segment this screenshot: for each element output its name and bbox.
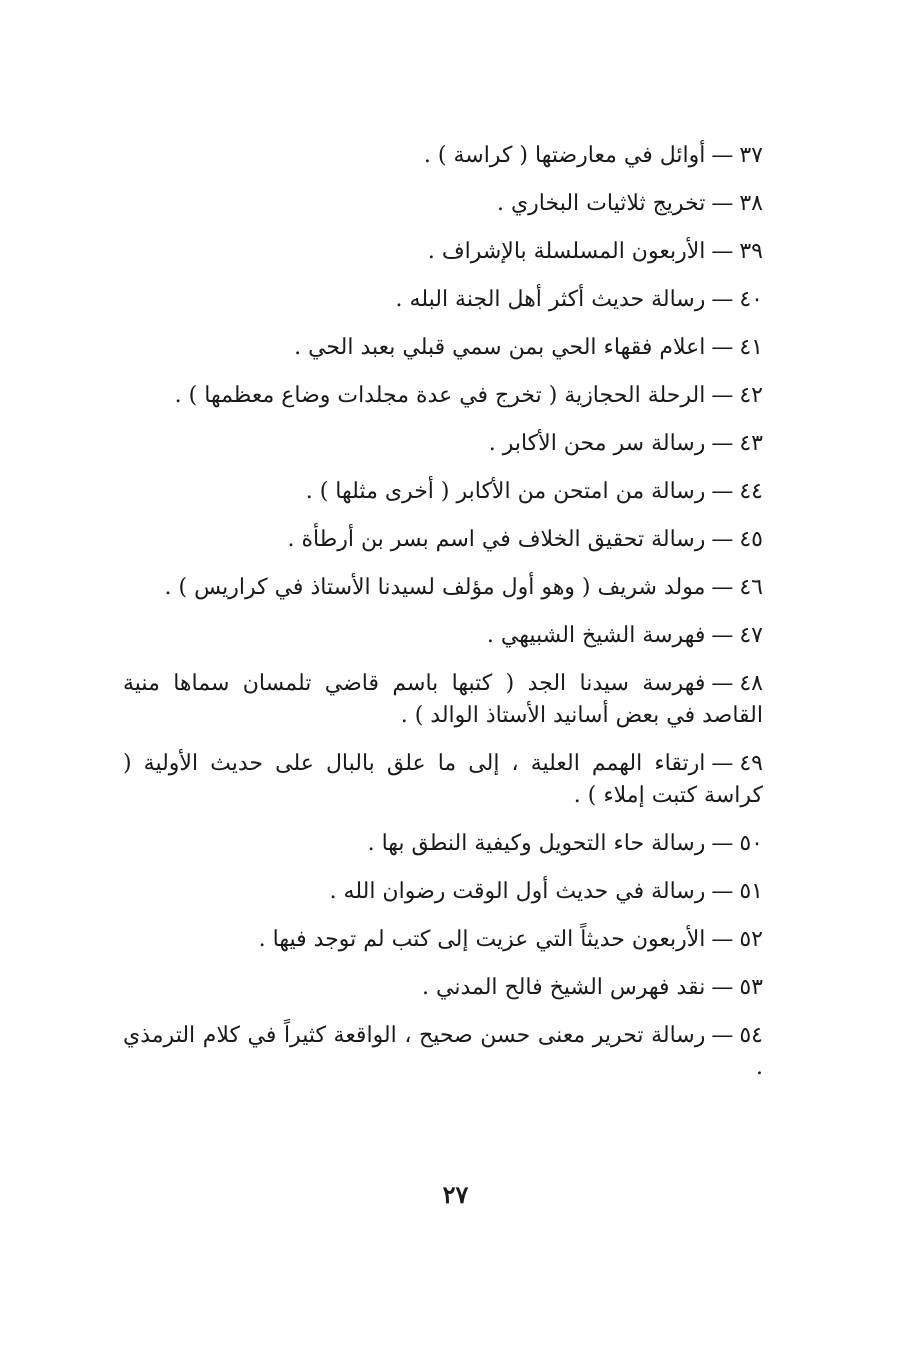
entry-dash: — [711,191,734,216]
entry-text: اعلام فقهاء الحي بمن سمي قبلي بعبد الحي . [294,335,706,360]
list-item [123,1020,763,1084]
entry-dash: — [711,383,734,408]
list-item [128,236,763,268]
entry-dash: — [711,831,734,856]
list-item [128,572,763,604]
entry-text: نقد فهرس الشيخ فالح المدني . [422,975,706,1000]
entry-number: ٣٩ [739,239,763,264]
entry-list [123,140,763,1100]
entry-number: ٤٣ [739,431,763,456]
entry-text: رسالة تحرير معنى حسن صحيح ، الواقعة كثيراً في كلام الترمذي . [123,1023,763,1080]
list-item [128,876,763,908]
entry-number: ٤٦ [739,575,763,600]
entry-text: الرحلة الحجازية ( تخرج في عدة مجلدات وضاع معظمها ) . [174,383,706,408]
entry-dash: — [711,671,734,696]
list-item [128,924,763,956]
list-item [128,476,763,508]
entry-dash: — [711,527,734,552]
entry-number: ٤٤ [739,479,763,504]
entry-dash: — [711,479,734,504]
entry-dash: — [711,975,734,1000]
entry-dash: — [711,143,734,168]
entry-dash: — [711,927,734,952]
entry-dash: — [711,239,734,264]
entry-number: ٤٧ [739,623,763,648]
list-item [128,620,763,652]
entry-text: الأربعون حديثاً التي عزيت إلى كتب لم توجد فيها . [258,927,706,952]
list-item [128,284,763,316]
entry-number: ٤٥ [739,527,763,552]
list-item [128,428,763,460]
entry-text: رسالة في حديث أول الوقت رضوان الله . [329,879,706,904]
entry-text: رسالة تحقيق الخلاف في اسم بسر بن أرطأة . [287,527,706,552]
entry-number: ٥١ [739,879,763,904]
entry-text: مولد شريف ( وهو أول مؤلف لسيدنا الأستاذ في كراريس ) . [164,575,706,600]
entry-text: رسالة حاء التحويل وكيفية النطق بها . [367,831,706,856]
list-item [128,828,763,860]
entry-dash: — [711,287,734,312]
list-item [128,140,763,172]
list-item [128,332,763,364]
entry-number: ٣٨ [739,191,763,216]
entry-dash: — [711,575,734,600]
entry-text: رسالة سر محن الأكابر . [488,431,706,456]
entry-text: ارتقاء الهمم العلية ، إلى ما علق بالبال على حديث الأولية ( كراسة كتبت إملاء ) . [123,751,763,808]
entry-number: ٥٤ [739,1023,763,1048]
entry-text: أوائل في معارضتها ( كراسة ) . [423,143,706,168]
entry-number: ٣٧ [739,143,763,168]
list-item [128,524,763,556]
entry-dash: — [711,623,734,648]
entry-number: ٤٠ [739,287,763,312]
page-number: ٢٧ [442,1180,469,1209]
entry-dash: — [711,431,734,456]
list-item [128,188,763,220]
entry-number: ٤٩ [739,751,763,776]
entry-number: ٥٣ [739,975,763,1000]
list-item [128,380,763,412]
list-item [123,748,763,812]
entry-number: ٤١ [739,335,763,360]
entry-dash: — [711,1023,734,1048]
entry-text: فهرسة سيدنا الجد ( كتبها باسم قاضي تلمسان سماها منية القاصد في بعض أسانيد الأستاذ الوالد ) . [123,671,763,728]
entry-number: ٤٢ [739,383,763,408]
entry-dash: — [711,879,734,904]
entry-dash: — [711,335,734,360]
list-item [123,668,763,732]
entry-text: الأربعون المسلسلة بالإشراف . [427,239,706,264]
entry-text: رسالة من امتحن من الأكابر ( أخرى مثلها ) . [305,479,706,504]
entry-text: فهرسة الشيخ الشبيهي . [486,623,706,648]
entry-text: رسالة حديث أكثر أهل الجنة البله . [395,287,706,312]
entry-number: ٥٢ [739,927,763,952]
entry-number: ٤٨ [739,671,763,696]
entry-dash: — [711,751,734,776]
list-item [128,972,763,1004]
entry-number: ٥٠ [739,831,763,856]
entry-text: تخريج ثلاثيات البخاري . [496,191,706,216]
